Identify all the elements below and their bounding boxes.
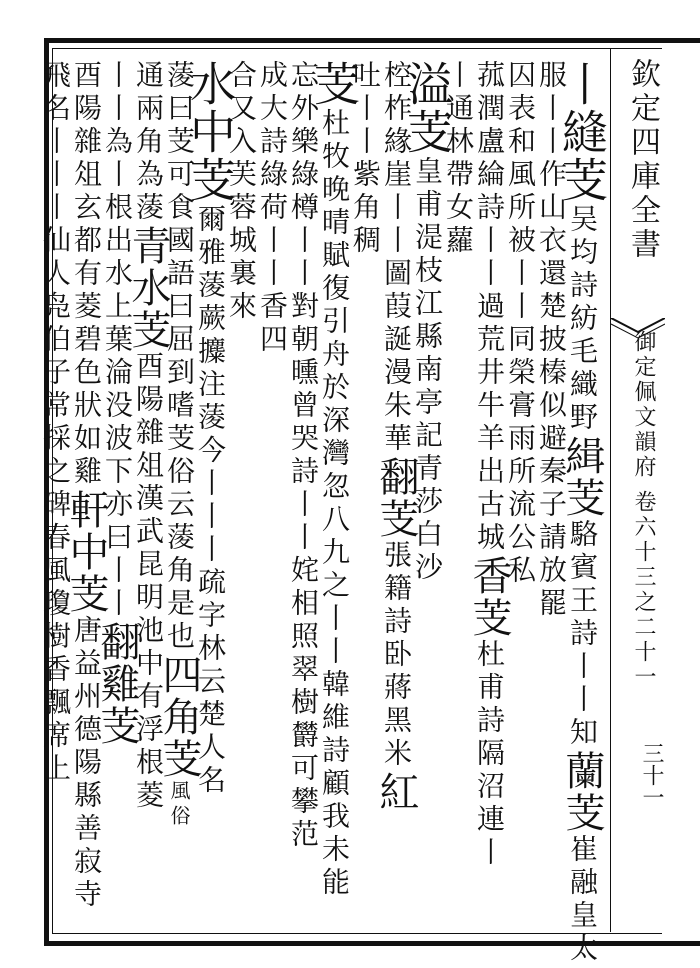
entry-headword: 青水芰 [125,225,171,351]
entry-headword: 風俗 [167,780,191,830]
entry-headword: 紅 [373,771,419,813]
entry-text: 酉陽雜俎漢武昆明池中有浮根菱 [132,351,165,813]
text-column [156,60,202,830]
text-column [94,60,140,747]
text-column [373,60,419,813]
entry-text: 丨丨為丨 [101,60,134,192]
text-column [40,60,70,786]
entry-text: 菰潤盧綸詩丨丨過荒井牛羊出古城 [473,60,506,555]
entry-text: 椌柞緣崖丨丨圖葭誕漫朱華 [380,60,413,456]
entry-text: 囚表和風所被丨丨同榮膏雨所流公私 [504,60,537,588]
text-column [505,60,535,588]
text-column [307,60,361,900]
entry-text: 飛名丨丨丨仙人凫伯子常採之 [39,60,72,489]
entry-headword: 翻雞芰 [94,621,140,747]
entry-text: 還楚披榛似避秦 [535,258,568,489]
entry-text: 皇甫湜枝江縣南亭記青莎白沙 [411,156,444,585]
entry-text: 吴均詩紡毛織野 [566,204,599,435]
entry-text: 爾雅蔆蕨攗注蔆今丨丨丨疏字林云楚人名 [194,204,227,798]
entry-text: 合又入芙蓉城裏來 [225,60,258,324]
entry-text: 酉陽雜俎玄都有菱碧色狀如雞 [70,60,103,489]
text-column [63,60,109,912]
entry-text: 根出水上葉淪没波下亦曰丨丨 [101,192,134,621]
book-title: 欽定四庫全書 [625,58,660,262]
volume-label: 御定佩文韻府 卷六十三之二十一 [631,330,656,690]
entry-headword: 縫芰 [555,108,609,204]
entry-headword: 翻芰 [373,456,419,540]
entry-text: 崔融皇太 [566,834,599,966]
text-column [288,60,318,852]
entry-text: 丨通林帶女蘿 [442,60,475,258]
entry-text: 駱賓王詩丨丨知 [566,519,599,750]
text-column [466,60,512,870]
entry-text: 碑春風瓊樹香飄席上 [39,489,72,786]
entry-headword: 水中芰 [183,60,237,204]
entry-headword: 軒中芰 [63,489,109,615]
text-column [536,60,566,621]
text-column [555,60,609,966]
entry-text: 唐益州德陽縣善寂寺 [70,615,103,912]
entry-headword: 丨 [555,60,609,108]
entry-text: 張籍詩卧蔣黑米 [380,540,413,771]
entry-text: 成大詩綠荷丨丨香四 [256,60,289,357]
entry-text: 子請放罷 [535,489,568,621]
entry-text: 服丨丨作山衣 [535,60,568,258]
entry-headword: 蘭芰 [559,750,605,834]
entry-headword: 溢芰 [400,60,454,156]
entry-text: 忘外樂綠樽丨丨對朝曛曾哭詩丨丨姹相照翠樹欝可攀范 [287,60,320,852]
entry-headword: 四角芰 [156,654,202,780]
text-column [257,60,287,357]
entry-headword: 緝芰 [559,435,605,519]
entry-text: 蔆曰芰可食國語曰屈到嗜芰俗云蔆角是也 [163,60,196,654]
entry-text: 杜牧晚晴賦復引舟於深灣忽八九之丨丨韓維詩顧我未能 [318,108,351,900]
page-number: 三十一 [639,742,664,808]
entry-headword: 芰 [307,60,361,108]
entry-text: 通兩角為蔆 [132,60,165,225]
entry-headword: 香芰 [466,555,512,639]
entry-text: 杜甫詩隔沼連丨 [473,639,506,870]
entry-text: 吐丨丨紫角稠 [349,60,382,258]
